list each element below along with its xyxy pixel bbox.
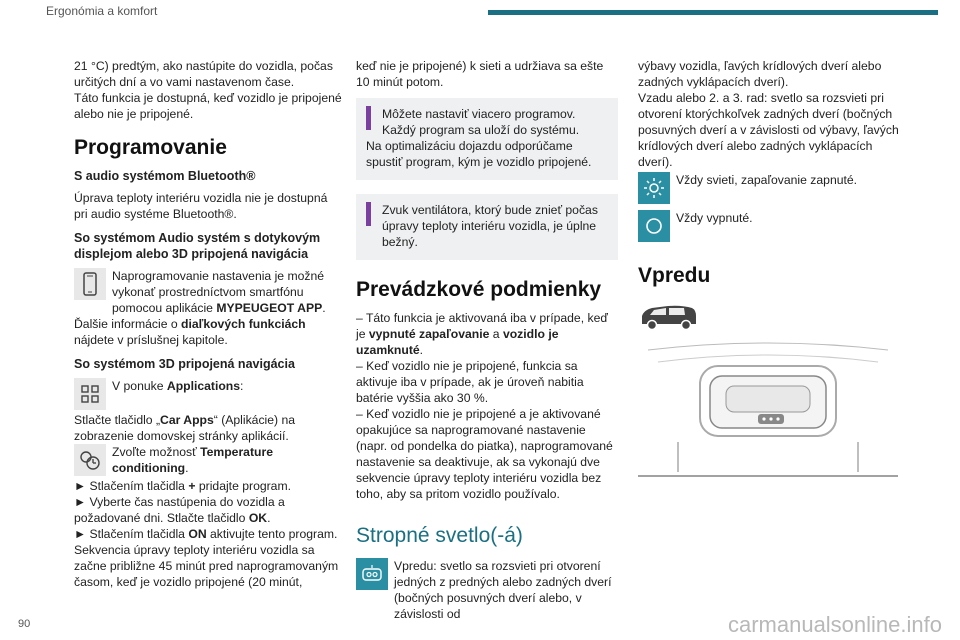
info-note-marker: [366, 202, 371, 226]
condition-3: – Keď vozidlo nie je pripojené a je aktivované opakujúce sa naprogramované nastavenie (napr. od pondelka do piatka), naprogramované nastavenie sa deaktivuje, ak sa vykonajú dve sekvencie úpravy teploty interiéru vozidla bez toho, aby sa pritom vozidlo používalo.: [356, 407, 613, 501]
remote-text-end: nájdete v príslušnej kapitole.: [74, 333, 228, 347]
header-accent-bar: [488, 10, 938, 15]
continued-text: keď nie je pripojené) k sieti a udržiava sa ešte 10 minút potom.: [356, 59, 604, 89]
smartphone-text: Naprogramovanie nastavenia je možné vykonať prostredníctvom smartfónu pomocou aplikácie: [112, 269, 325, 315]
step-2-end: .: [267, 511, 271, 525]
always-on-row: [638, 172, 908, 206]
smartphone-instruction: [74, 268, 344, 316]
on-term: ON: [188, 527, 207, 541]
note-programs-text: Môžete nastaviť viacero programov. Každý program sa uloží do systému.: [382, 107, 580, 137]
column-3: [638, 58, 908, 486]
door-light-icon: [356, 558, 388, 590]
menu-text: V ponuke: [112, 379, 167, 393]
car-apps-text: Stlačte tlačidlo „: [74, 413, 161, 427]
page-number: 90: [18, 618, 31, 630]
always-on-text: Vždy svieti, zapaľovanie zapnuté.: [676, 173, 858, 187]
step-1: ► Stlačením tlačidla: [74, 479, 189, 493]
condition-1-and: a: [489, 327, 503, 341]
ignition-off-term: vypnuté zapaľovanie: [368, 327, 490, 341]
bluetooth-text: Úprava teploty interiéru vozidla nie je dostupná pri audio systéme Bluetooth®.: [74, 191, 328, 221]
applications-instruction: [74, 378, 344, 412]
condition-2: – Keď vozidlo nie je pripojené, funkcia sa aktivuje iba v prípade, ak je úroveň nabitia batérie vyššia ako 30 %.: [356, 359, 584, 405]
step-2: ► Vyberte čas nastúpenia do vozidla a požadované dni. Stlačte tlačidlo: [74, 495, 285, 525]
ceiling-light-illustration: [638, 342, 908, 486]
smartphone-icon: [74, 268, 106, 300]
info-note-programs: [356, 98, 618, 180]
punct: .: [419, 343, 424, 357]
always-off-text: Vždy vypnuté.: [676, 211, 753, 225]
always-off-row: [638, 210, 908, 244]
punct: .: [322, 301, 326, 315]
van-silhouette-icon: [638, 302, 908, 336]
applications-term: Applications: [166, 379, 241, 393]
continued-text: výbavy vozidla, ľavých krídlových dverí alebo zadných vyklápacích dverí).: [638, 59, 882, 89]
intro-text-2: Táto funkcia je dostupná, keď vozidlo je pripojené alebo nie je pripojené.: [74, 91, 342, 121]
intro-text: 21 °C) predtým, ako nastúpite do vozidla, počas určitých dní a vo vami nastavenom čase.: [74, 59, 333, 89]
vehicle-locked-term: vozidlo je uzamknuté: [356, 327, 559, 357]
ceiling-light-text: Vpredu: svetlo sa rozsvieti pri otvorení jedných z predných alebo zadných dverí (bočných posuvných dverí alebo, v závislosti od: [394, 559, 612, 621]
heading-touchscreen: So systémom Audio systém s dotykovým displejom alebo 3D pripojená navigácia: [74, 231, 321, 261]
heading-operating-conditions: Prevádzkové podmienky: [356, 278, 602, 301]
watermark: carmanualsonline.info: [727, 612, 942, 637]
remote-text: Ďalšie informácie o: [74, 317, 182, 331]
light-off-circle-icon: [638, 210, 670, 242]
app-name: MYPEUGEOT APP: [216, 301, 323, 315]
heading-3d-navigation: So systémom 3D pripojená navigácia: [74, 357, 295, 371]
light-on-sun-icon: [638, 172, 670, 204]
sequence-text: Sekvencia úpravy teploty interiéru vozidla sa začne približne 45 minút pred naprogramovaným časom, keď je vozidlo pripojené (20 minút,: [74, 543, 339, 589]
temperature-text: Zvoľte možnosť: [112, 445, 201, 459]
condition-1: – Táto funkcia je aktivovaná iba v prípade, keď je: [356, 311, 608, 341]
punct: .: [185, 461, 189, 475]
info-note-fan: [356, 194, 618, 260]
step-3: ► Stlačením tlačidla: [74, 527, 189, 541]
heading-bluetooth: S audio systémom Bluetooth®: [74, 169, 256, 183]
step-3-end: aktivujte tento program.: [206, 527, 338, 541]
heading-front: Vpredu: [638, 264, 711, 287]
step-1-end: pridajte program.: [195, 479, 291, 493]
heading-programming: Programovanie: [74, 136, 227, 159]
car-apps-term: Car Apps: [160, 413, 214, 427]
plus-term: +: [188, 479, 196, 493]
column-2: [356, 58, 618, 622]
column-1: [74, 58, 344, 590]
note-range-text: Na optimalizáciu dojazdu odporúčame spustiť program, kým je vozidlo pripojené.: [366, 139, 592, 169]
applications-grid-icon: [74, 378, 106, 410]
temperature-conditioning-icon: [74, 444, 106, 476]
note-fan-text: Zvuk ventilátora, ktorý bude znieť počas úpravy teploty interiéru vozidla, je úplne bežný.: [382, 203, 598, 249]
info-note-marker: [366, 106, 371, 130]
ok-term: OK: [248, 511, 268, 525]
rear-light-text: Vzadu alebo 2. a 3. rad: svetlo sa rozsvieti pri otvorení ktorýchkoľvek zadných dverí (bočných posuvných dverí a v závislosti od výbavy, ľavých krídlových dverí alebo zadných vyklápacích dverí).: [638, 91, 899, 169]
temperature-term: Temperature conditioning: [112, 445, 273, 475]
punct: :: [240, 379, 244, 393]
car-apps-text-end: “ (Aplikácie) na zobrazenie domovskej stránky aplikácií.: [74, 413, 296, 443]
remote-functions-term: diaľkových funkciách: [181, 317, 306, 331]
heading-ceiling-light: Stropné svetlo(-á): [356, 524, 523, 547]
running-header: Ergonómia a komfort: [46, 4, 158, 18]
temperature-instruction: [74, 444, 344, 478]
ceiling-light-instruction: [356, 558, 618, 622]
